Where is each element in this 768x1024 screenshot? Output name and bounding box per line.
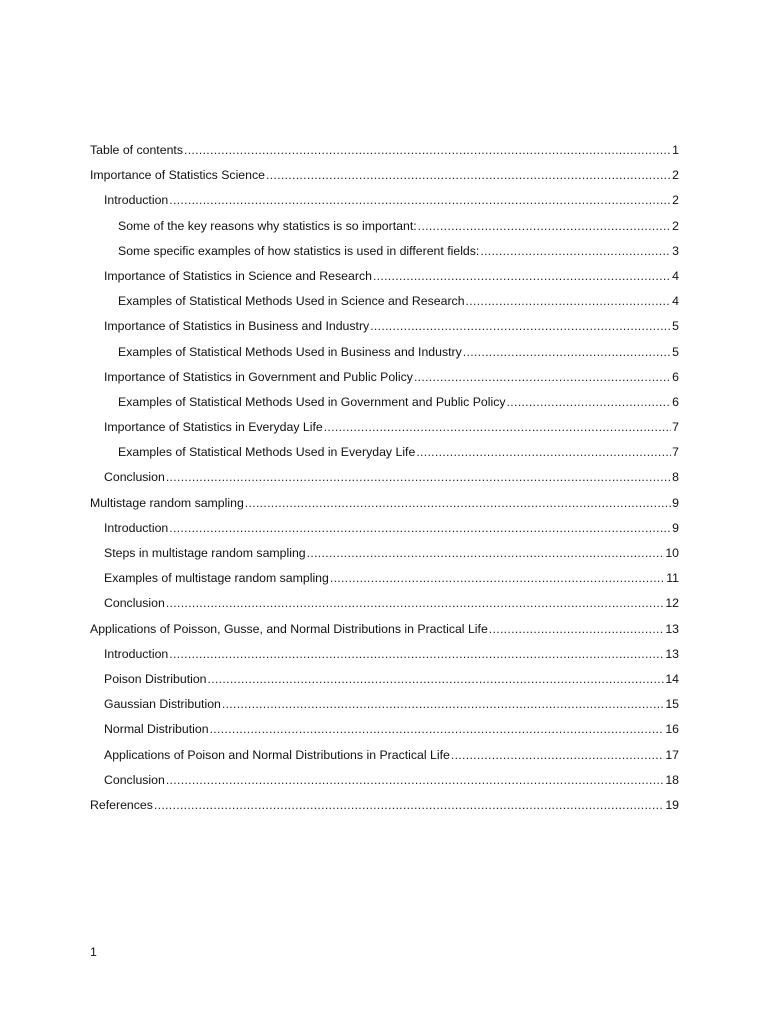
toc-entry[interactable] [90, 694, 679, 719]
toc-entry[interactable] [90, 518, 679, 543]
toc-entry[interactable] [90, 493, 679, 518]
toc-entry[interactable] [90, 619, 679, 644]
toc-entry[interactable] [90, 745, 679, 770]
toc-entry-title: Steps in multistage random sampling [104, 546, 306, 560]
toc-entry-page: 1 [672, 143, 679, 157]
toc-entry[interactable] [90, 442, 679, 467]
toc-dot-leader [166, 770, 664, 790]
toc-entry-title: Examples of Statistical Methods Used in Government and Public Policy [118, 394, 506, 409]
toc-entry-page: 3 [672, 243, 679, 258]
toc-entry[interactable] [90, 291, 679, 316]
toc-entry-title: Examples of Statistical Methods Used in Everyday Life [118, 445, 416, 460]
toc-entry[interactable] [90, 266, 679, 291]
toc-entry-page: 7 [672, 445, 679, 460]
toc-dot-leader [451, 745, 664, 765]
toc-entry-page: 4 [672, 294, 679, 309]
toc-entry-title: Conclusion [104, 470, 165, 485]
toc-entry-title: Introduction [104, 646, 169, 661]
toc-entry-page: 5 [672, 319, 679, 334]
toc-dot-leader [373, 266, 671, 286]
toc-entry-title: Applications of Poisson, Gusse, and Normal Distributions in Practical Life [90, 621, 488, 636]
toc-entry-page: 4 [672, 268, 679, 283]
toc-entry[interactable] [90, 644, 679, 669]
toc-entry[interactable] [90, 367, 679, 392]
toc-entry-page: 6 [672, 369, 679, 384]
toc-entry-title: Examples of Statistical Methods Used in Business and Industry [118, 344, 462, 359]
toc-entry-page: 6 [672, 394, 679, 409]
toc-entry-page: 12 [665, 596, 679, 611]
toc-entry[interactable] [90, 719, 679, 744]
toc-entry-title: Multistage random sampling [90, 495, 244, 510]
toc-dot-leader [463, 342, 671, 362]
toc-entry-title: Introduction [104, 193, 169, 208]
toc-dot-leader [480, 241, 671, 261]
toc-entry-title: Some specific examples of how statistics is used in different fields: [118, 243, 480, 258]
toc-dot-leader [489, 619, 665, 639]
toc-entry-title: Conclusion [104, 772, 165, 787]
toc-entry-title: Examples of multistage random sampling [104, 571, 329, 586]
toc-entry-title: Table of contents [90, 143, 183, 157]
toc-entry[interactable] [90, 467, 679, 492]
toc-entry-page: 9 [672, 495, 679, 510]
toc-dot-leader [184, 140, 671, 160]
toc-entry[interactable] [90, 593, 679, 618]
toc-dot-leader [169, 190, 671, 210]
toc-entry-page: 2 [672, 218, 679, 233]
toc-entry[interactable] [90, 770, 679, 795]
toc-entry-title: Conclusion [104, 596, 165, 611]
toc-entry-page: 2 [672, 193, 679, 208]
toc-entry-title: Some of the key reasons why statistics is so important: [118, 218, 417, 233]
toc-entry[interactable] [90, 795, 679, 820]
toc-entry-title: References [90, 797, 153, 812]
toc-entry-title: Applications of Poison and Normal Distributions in Practical Life [104, 747, 450, 762]
toc-entry-title: Examples of Statistical Methods Used in Science and Research [118, 294, 465, 309]
toc-dot-leader [222, 694, 664, 714]
toc-entry-page: 19 [665, 797, 679, 812]
toc-entry[interactable] [90, 342, 679, 367]
toc-entry-page: 5 [672, 344, 679, 359]
toc-entry[interactable] [90, 241, 679, 266]
toc-entry-page: 2 [672, 168, 679, 183]
toc-entry-title: Importance of Statistics in Everyday Life [104, 420, 323, 435]
toc-entry-title: Importance of Statistics Science [90, 168, 265, 183]
table-of-contents [90, 140, 679, 820]
toc-dot-leader [324, 417, 671, 437]
toc-entry-title: Introduction [104, 520, 169, 535]
toc-entry-page: 9 [672, 520, 679, 535]
toc-entry[interactable] [90, 392, 679, 417]
toc-entry[interactable] [90, 140, 679, 165]
toc-entry-title: Importance of Statistics in Business and Industry [104, 319, 370, 334]
toc-entry-page: 17 [665, 747, 679, 762]
toc-dot-leader [414, 367, 671, 387]
toc-entry[interactable] [90, 216, 679, 241]
toc-dot-leader [166, 593, 664, 613]
toc-dot-leader [169, 518, 671, 538]
toc-dot-leader [370, 316, 671, 336]
toc-dot-leader [169, 644, 664, 664]
toc-entry-page: 10 [665, 546, 679, 560]
toc-entry-page: 15 [665, 697, 679, 712]
toc-dot-leader [266, 165, 671, 185]
toc-entry-page: 18 [665, 772, 679, 787]
toc-entry-page: 14 [665, 671, 679, 686]
toc-entry[interactable] [90, 190, 679, 215]
toc-dot-leader [154, 795, 664, 815]
toc-dot-leader [307, 543, 665, 563]
toc-entry-title: Normal Distribution [104, 722, 209, 737]
toc-entry[interactable] [90, 316, 679, 341]
toc-dot-leader [210, 719, 665, 739]
toc-entry-page: 13 [665, 621, 679, 636]
toc-entry-title: Poison Distribution [104, 671, 207, 686]
toc-dot-leader [416, 442, 671, 462]
toc-entry[interactable] [90, 417, 679, 442]
toc-entry[interactable] [90, 568, 679, 593]
toc-entry-page: 8 [672, 470, 679, 485]
toc-entry-title: Gaussian Distribution [104, 697, 221, 712]
toc-entry-page: 11 [666, 571, 679, 586]
toc-entry-page: 16 [665, 722, 679, 737]
toc-dot-leader [166, 467, 671, 487]
page-number: 1 [90, 945, 97, 959]
toc-entry[interactable] [90, 165, 679, 190]
toc-entry-title: Importance of Statistics in Science and Research [104, 268, 372, 283]
toc-dot-leader [507, 392, 672, 412]
toc-dot-leader [330, 568, 665, 588]
toc-entry-page: 7 [672, 420, 679, 435]
toc-entry[interactable] [90, 669, 679, 694]
toc-entry-title: Importance of Statistics in Government and Public Policy [104, 369, 413, 384]
toc-dot-leader [466, 291, 672, 311]
toc-dot-leader [208, 669, 665, 689]
toc-dot-leader [245, 493, 671, 513]
toc-dot-leader [418, 216, 671, 236]
toc-entry-page: 13 [665, 646, 679, 661]
toc-entry[interactable] [90, 543, 679, 568]
